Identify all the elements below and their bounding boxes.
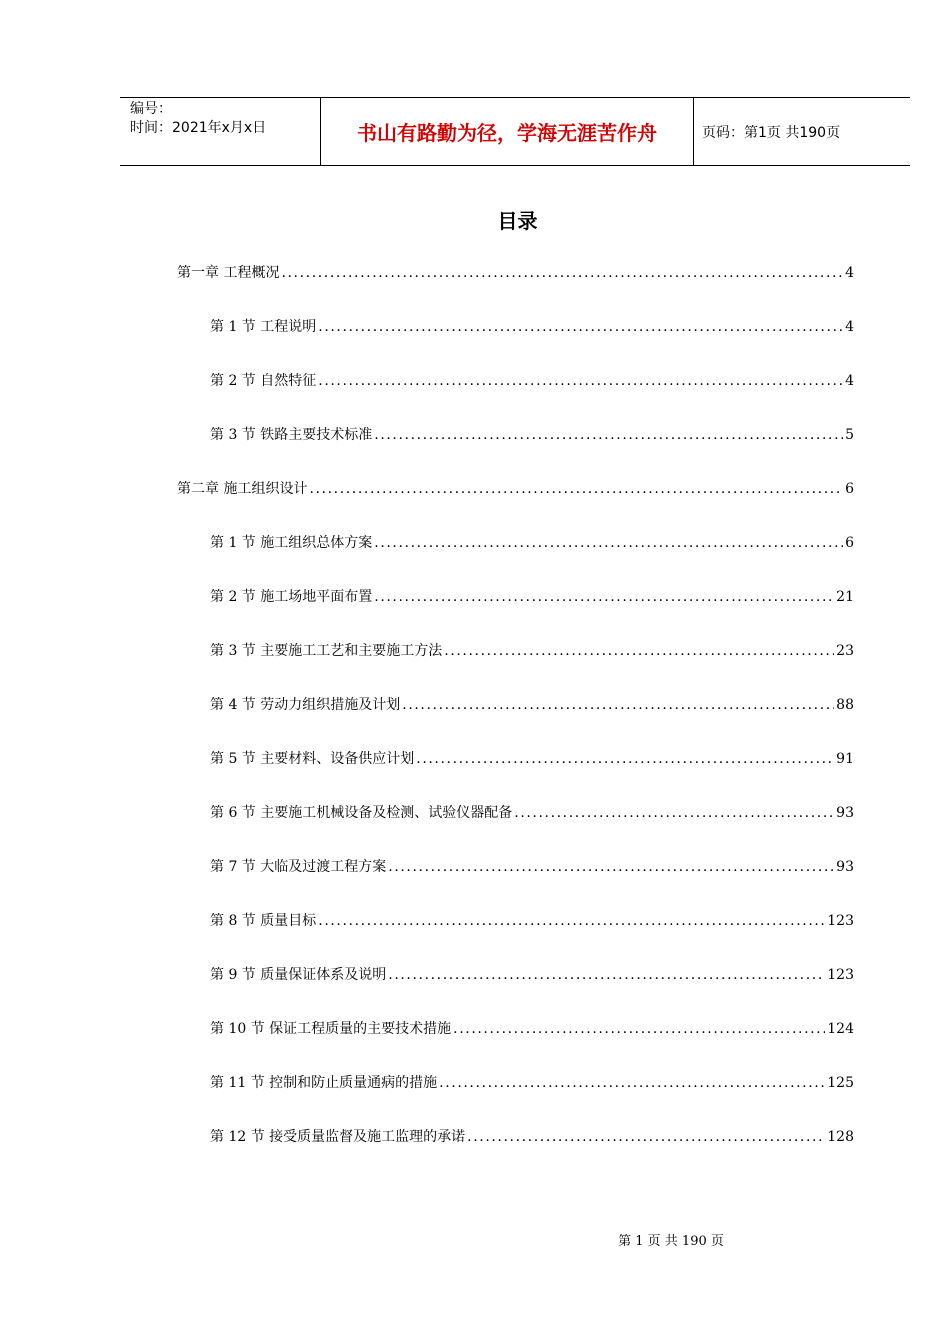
toc-entry-page: 93 xyxy=(836,805,854,821)
toc-entry-title: 第 2 节 自然特征 xyxy=(210,373,317,389)
toc-leader-dots xyxy=(318,373,843,389)
toc-entry-page: 93 xyxy=(836,859,854,875)
header-meta xyxy=(120,98,321,165)
toc-entry-title: 第 1 节 施工组织总体方案 xyxy=(210,535,373,551)
toc-section-entry[interactable] xyxy=(210,1018,854,1042)
toc-entry-page: 4 xyxy=(845,265,854,281)
toc-entry-title: 第二章 施工组织设计 xyxy=(177,481,308,497)
toc-section-entry[interactable] xyxy=(210,1126,854,1150)
toc-section-entry[interactable] xyxy=(210,910,854,934)
toc-section-entry[interactable] xyxy=(210,370,854,394)
toc-title: 目录 xyxy=(497,209,538,233)
toc-section-entry[interactable] xyxy=(210,802,854,826)
toc-entry-page: 88 xyxy=(836,697,854,713)
toc-entry-page: 21 xyxy=(836,589,854,605)
toc-entry-page: 91 xyxy=(836,751,854,767)
toc-section-entry[interactable] xyxy=(210,532,854,556)
header-page-info: 页码：第1页 共190页 xyxy=(702,124,841,141)
toc-leader-dots xyxy=(453,1021,825,1037)
toc-section-entry[interactable] xyxy=(210,856,854,880)
document-header xyxy=(120,97,910,166)
toc-leader-dots xyxy=(467,1129,825,1145)
toc-leader-dots xyxy=(318,319,843,335)
toc-leader-dots xyxy=(318,913,825,929)
toc-section-entry[interactable] xyxy=(210,424,854,448)
toc-chapter-entry[interactable] xyxy=(177,478,854,502)
toc-entry-title: 第 5 节 主要材料、设备供应计划 xyxy=(210,751,415,767)
toc-leader-dots xyxy=(374,589,834,605)
toc-section-entry[interactable] xyxy=(210,1072,854,1096)
toc-entry-page: 4 xyxy=(845,373,854,389)
toc-leader-dots xyxy=(374,535,843,551)
toc-entry-title: 第 9 节 质量保证体系及说明 xyxy=(210,967,387,983)
toc-entry-title: 第 12 节 接受质量监督及施工监理的承诺 xyxy=(210,1129,466,1145)
header-slogan: 书山有路勤为径，学海无涯苦作舟 xyxy=(321,98,694,165)
toc-leader-dots xyxy=(402,697,834,713)
toc-section-entry[interactable] xyxy=(210,316,854,340)
toc-entry-title: 第 11 节 控制和防止质量通病的措施 xyxy=(210,1075,438,1091)
toc-entry-page: 6 xyxy=(845,535,854,551)
toc-leader-dots xyxy=(388,967,825,983)
toc-entry-page: 123 xyxy=(827,967,854,983)
toc-leader-dots xyxy=(514,805,834,821)
toc-entry-page: 6 xyxy=(845,481,854,497)
toc-leader-dots xyxy=(444,643,834,659)
toc-entry-page: 5 xyxy=(845,427,854,443)
toc-entry-page: 128 xyxy=(827,1129,854,1145)
header-number-label: 编号： xyxy=(130,101,172,117)
toc-chapter-entry[interactable] xyxy=(177,262,854,286)
toc-leader-dots xyxy=(439,1075,825,1091)
toc-section-entry[interactable] xyxy=(210,694,854,718)
toc-section-entry[interactable] xyxy=(210,586,854,610)
toc-entry-title: 第 8 节 质量目标 xyxy=(210,913,317,929)
toc-entry-title: 第 6 节 主要施工机械设备及检测、试验仪器配备 xyxy=(210,805,513,821)
toc-leader-dots xyxy=(309,481,843,497)
toc-entry-title: 第 10 节 保证工程质量的主要技术措施 xyxy=(210,1021,452,1037)
toc-entry-page: 123 xyxy=(827,913,854,929)
toc-entry-page: 4 xyxy=(845,319,854,335)
toc-entry-page: 23 xyxy=(836,643,854,659)
toc-entry-title: 第 1 节 工程说明 xyxy=(210,319,317,335)
toc-entry-title: 第 2 节 施工场地平面布置 xyxy=(210,589,373,605)
toc-section-entry[interactable] xyxy=(210,748,854,772)
toc-entry-title: 第一章 工程概况 xyxy=(177,265,280,281)
toc-section-entry[interactable] xyxy=(210,640,854,664)
toc-entry-page: 124 xyxy=(827,1021,854,1037)
header-time-label: 时间：2021年x月x日 xyxy=(130,120,267,136)
toc-leader-dots xyxy=(416,751,834,767)
toc-leader-dots xyxy=(374,427,843,443)
toc-entry-title: 第 3 节 主要施工工艺和主要施工方法 xyxy=(210,643,443,659)
toc-section-entry[interactable] xyxy=(210,964,854,988)
toc-leader-dots xyxy=(281,265,843,281)
toc-entry-title: 第 4 节 劳动力组织措施及计划 xyxy=(210,697,401,713)
toc-entry-title: 第 3 节 铁路主要技术标准 xyxy=(210,427,373,443)
page-footer: 第 1 页 共 190 页 xyxy=(618,1234,724,1249)
toc-leader-dots xyxy=(388,859,834,875)
toc-entry-title: 第 7 节 大临及过渡工程方案 xyxy=(210,859,387,875)
toc-entry-page: 125 xyxy=(827,1075,854,1091)
